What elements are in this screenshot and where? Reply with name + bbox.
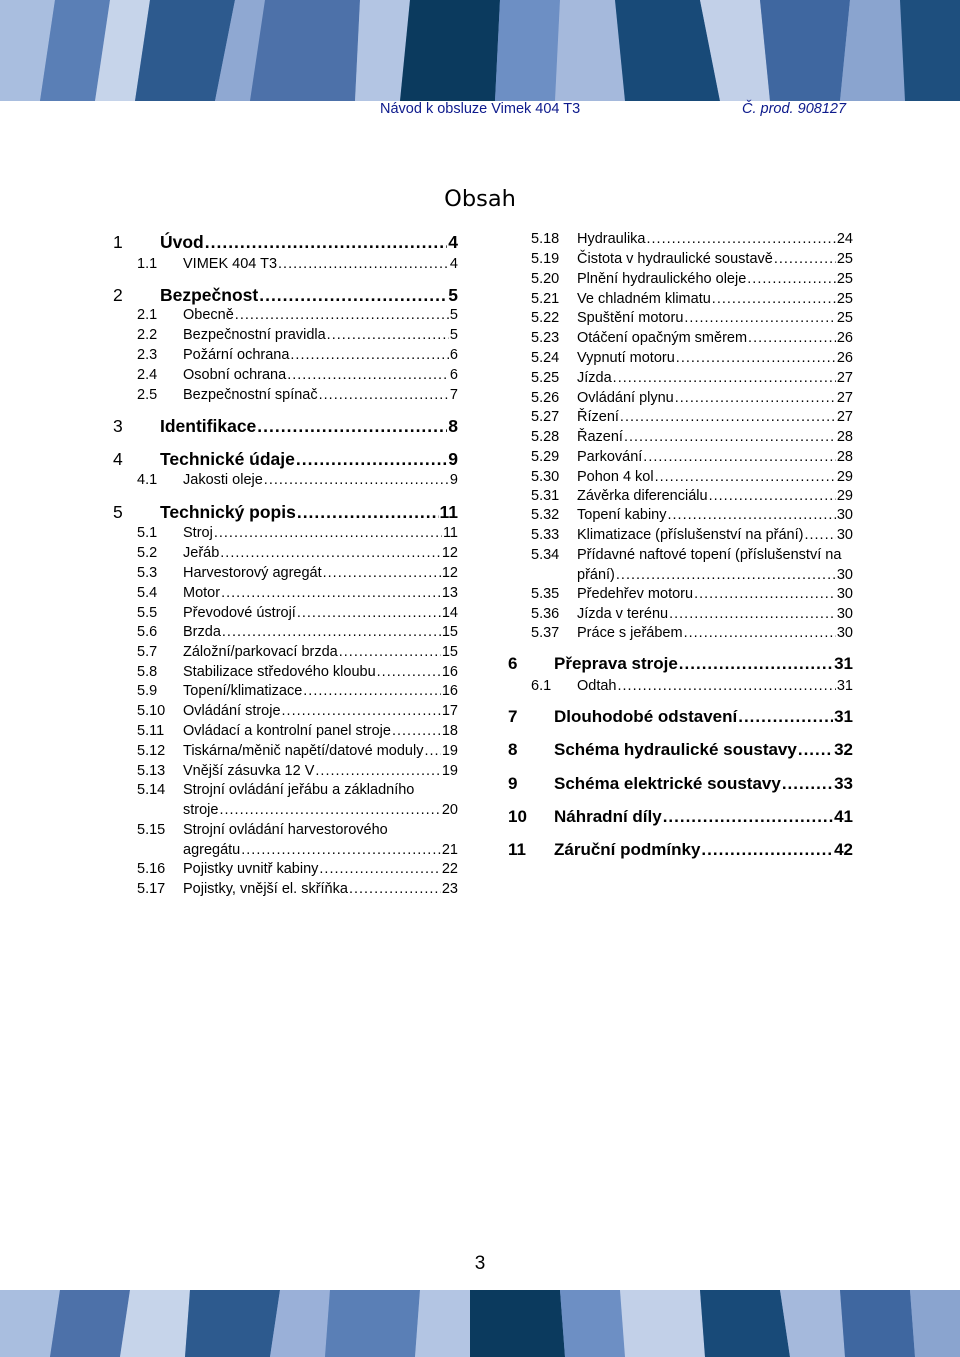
toc-entry-number: 5.13 [137,763,166,779]
toc-leader-dots [669,604,836,624]
toc-entry-page: 14 [441,605,458,621]
toc-entry-title: Dlouhodobé odstavení [554,707,738,726]
product-number [742,101,846,117]
toc-entry-number: 5.11 [137,723,165,739]
toc-entry-title: Bezpečnostní spínač [183,387,318,403]
toc-entry[interactable] [508,652,853,676]
toc-entry-title: Stabilizace středového kloubu [183,664,376,680]
toc-leader-dots [684,308,835,328]
toc-entry-title: Záruční podmínky [554,840,701,859]
toc-entry-title: Vnější zásuvka 12 V [183,763,315,779]
toc-leader-dots [205,230,448,254]
toc-entry-number: 5.29 [531,449,560,465]
toc-entry-title: Čistota v hydraulické soustavě [577,251,773,267]
toc-entry[interactable] [137,543,458,563]
toc-entry-number: 4 [113,449,123,469]
toc-entry-page: 5 [449,327,458,343]
toc-entry-page: 7 [449,387,458,403]
toc-entry[interactable] [137,859,458,879]
toc-entry-number: 5.18 [531,231,560,247]
toc-entry-number: 5.31 [531,488,560,504]
toc-entry-number: 6 [508,654,518,673]
toc-entry-number: 2.1 [137,307,158,323]
toc-entry[interactable] [508,772,853,796]
toc-leader-dots [290,345,449,365]
toc-entry-page: 8 [448,416,458,436]
toc-entry-title: Pohon 4 kol [577,469,654,485]
toc-leader-dots [323,563,441,583]
toc-entry-title: Ovládání stroje [183,703,281,719]
toc-entry-page: 16 [441,683,458,699]
toc-entry-title: Bezpečnost [160,285,259,305]
toc-entry-page: 31 [836,678,853,694]
toc-entry[interactable] [531,584,853,604]
toc-entry-title: Schéma elektrické soustavy [554,774,781,793]
toc-leader-dots [235,305,449,325]
toc-entry-title: Jeřáb [183,545,220,561]
toc-entry-number: 5.16 [137,861,166,877]
toc-entry[interactable] [137,345,458,365]
toc-entry-page: 19 [441,743,458,759]
toc-entry-number: 8 [508,740,518,759]
toc-entry[interactable] [508,838,853,862]
toc-entry-number: 5.19 [531,251,560,267]
toc-leader-dots [643,447,836,467]
toc-entry-title: Řízení [577,409,619,425]
toc-entry-page: 29 [836,488,853,504]
toc-entry-number: 5.14 [137,782,166,798]
toc-entry-title: Identifikace [160,416,257,436]
toc-entry-title: agregátu [183,842,241,858]
toc-entry-title: Topení kabiny [577,507,667,523]
toc-entry-page: 15 [441,644,458,660]
toc-entry-number: 7 [508,707,518,726]
bottom-decorative-band [0,1290,960,1357]
toc-entry-title: Schéma hydraulické soustavy [554,740,797,759]
toc-leader-dots [219,800,440,820]
toc-entry[interactable] [508,705,853,729]
toc-leader-dots [774,249,836,269]
toc-entry-title: Práce s jeřábem [577,625,683,641]
toc-entry-page: 16 [441,664,458,680]
toc-leader-dots [392,721,441,741]
toc-entry-number: 5.37 [531,625,560,641]
toc-leader-dots [319,859,440,879]
toc-entry-title: Pojistky, vnější el. skříňka [183,881,348,897]
toc-leader-dots [319,385,449,405]
toc-entry-page: 19 [441,763,458,779]
toc-entry[interactable] [531,623,853,643]
toc-entry-page: 32 [834,740,853,759]
toc-entry[interactable] [531,676,853,696]
toc-entry-number: 5.3 [137,565,158,581]
toc-entry[interactable] [137,662,458,682]
toc-entry-number: 5.9 [137,683,158,699]
document-title: Návod k obsluze Vimek 404 T3 [380,101,581,117]
toc-entry-title: Pojistky uvnitř kabiny [183,861,319,877]
toc-entry[interactable] [531,505,853,525]
toc-entry[interactable] [137,761,458,781]
toc-entry-page: 28 [836,449,853,465]
toc-entry-title: Otáčení opačným směrem [577,330,748,346]
toc-leader-dots [297,603,441,623]
toc-entry-page: 17 [441,703,458,719]
toc-entry[interactable] [137,820,458,840]
toc-entry-title: Odtah [577,678,617,694]
toc-entry-page: 29 [836,469,853,485]
toc-entry-page: 26 [836,330,853,346]
toc-entry-number: 5.5 [137,605,158,621]
toc-entry-number: 9 [508,774,518,793]
toc-entry-title: Technické údaje [160,449,295,469]
toc-entry-page: 13 [441,585,458,601]
toc-entry-page: 5 [449,307,458,323]
toc-entry-number: 5.20 [531,271,560,287]
toc-entry-number: 5.26 [531,390,560,406]
toc-entry-page: 30 [836,625,853,641]
toc-entry-number: 5.2 [137,545,158,561]
toc-entry[interactable] [531,328,853,348]
toc-entry-page: 27 [836,390,853,406]
toc-entry-title: Řazení [577,429,623,445]
toc-entry-number: 5.12 [137,743,166,759]
toc-entry-title: Ve chladném klimatu [577,291,711,307]
toc-entry-number: 10 [508,807,527,826]
toc-entry-number: 6.1 [531,678,552,694]
toc-leader-dots [747,269,836,289]
toc-leader-dots [709,486,836,506]
toc-leader-dots [748,328,836,348]
toc-leader-dots [287,365,449,385]
toc-entry-title: Přeprava stroje [554,654,678,673]
toc-entry[interactable] [531,604,853,624]
toc-leader-dots [624,427,836,447]
toc-entry[interactable] [531,467,853,487]
toc-entry[interactable] [113,500,458,524]
toc-entry-page: 18 [441,723,458,739]
toc-leader-dots [264,470,449,490]
toc-entry[interactable] [113,283,458,307]
toc-entry[interactable] [137,563,458,583]
toc-entry-page: 30 [836,586,853,602]
toc-title: Obsah [444,186,516,212]
toc-leader-dots [804,525,835,545]
toc-entry-title: Stroj [183,525,213,541]
toc-entry[interactable] [137,741,458,761]
toc-entry[interactable] [137,780,458,800]
toc-entry[interactable] [137,879,458,899]
toc-entry-title: Jízda v terénu [577,606,669,622]
toc-entry-title: Přídavné naftové topení (příslušenství na [577,547,842,563]
toc-entry[interactable] [137,523,458,543]
toc-entry-page: 25 [836,310,853,326]
toc-entry-title: Obecně [183,307,234,323]
toc-entry[interactable] [137,721,458,741]
toc-entry[interactable] [113,447,458,471]
toc-entry-number: 5.4 [137,585,158,601]
toc-leader-dots [282,701,441,721]
toc-entry-number: 5.36 [531,606,560,622]
toc-entry-page: 25 [836,271,853,287]
toc-entry-number: 5.23 [531,330,560,346]
toc-entry-page: 25 [836,251,853,267]
toc-entry-title: Vypnutí motoru [577,350,675,366]
toc-entry-number: 2 [113,285,123,305]
toc-entry-title: Jízda [577,370,612,386]
toc-entry[interactable] [531,407,853,427]
toc-leader-dots [679,652,833,676]
toc-entry-page: 4 [448,232,458,252]
toc-entry[interactable] [531,368,853,388]
toc-leader-dots [303,681,441,701]
toc-entry-number: 5 [113,502,123,522]
toc-entry[interactable] [577,565,853,585]
toc-entry-page: 30 [836,567,853,583]
toc-entry[interactable] [531,388,853,408]
toc-entry-number: 5.7 [137,644,158,660]
toc-entry-page: 25 [836,291,853,307]
toc-entry-number: 3 [113,416,123,436]
toc-entry-number: 5.6 [137,624,158,640]
toc-leader-dots [675,388,836,408]
toc-entry-title: Tiskárna/měnič napětí/datové moduly [183,743,424,759]
toc-entry[interactable] [531,229,853,249]
toc-entry[interactable] [531,308,853,328]
toc-entry-number: 5.17 [137,881,166,897]
toc-leader-dots [327,325,449,345]
toc-entry-title: Motor [183,585,221,601]
toc-leader-dots [377,662,441,682]
toc-leader-dots [214,523,442,543]
toc-entry-page: 4 [449,256,458,272]
toc-entry[interactable] [531,289,853,309]
toc-entry-title: Topení/klimatizace [183,683,303,699]
toc-entry[interactable] [137,603,458,623]
toc-entry-title: Předehřev motoru [577,586,694,602]
toc-entry-number: 5.30 [531,469,560,485]
toc-entry-title: Strojní ovládání harvestorového [183,822,388,838]
toc-entry-title: Náhradní díly [554,807,662,826]
toc-entry-number: 5.35 [531,586,560,602]
toc-leader-dots [257,414,447,438]
toc-entry[interactable] [531,269,853,289]
toc-leader-dots [616,565,836,585]
toc-entry-number: 5.22 [531,310,560,326]
toc-entry[interactable] [137,583,458,603]
toc-leader-dots [349,879,441,899]
toc-entry[interactable] [531,348,853,368]
product-number-prefix: Č. prod. [742,101,794,117]
toc-leader-dots [618,676,836,696]
toc-entry-page: 21 [441,842,458,858]
toc-entry-page: 30 [836,507,853,523]
toc-entry-page: 24 [836,231,853,247]
toc-entry-title: Závěrka diferenciálu [577,488,708,504]
toc-leader-dots [296,447,447,471]
toc-entry[interactable] [137,254,458,274]
toc-entry-page: 9 [448,449,458,469]
toc-entry-number: 5.24 [531,350,560,366]
toc-entry-page: 11 [442,525,458,541]
toc-entry-page: 5 [448,285,458,305]
toc-entry-title: Strojní ovládání jeřábu a základního [183,782,415,798]
toc-entry[interactable] [508,738,853,762]
toc-leader-dots [278,254,449,274]
toc-entry-number: 2.4 [137,367,158,383]
toc-leader-dots [315,761,440,781]
toc-entry-page: 27 [836,409,853,425]
toc-entry-number: 11 [508,840,526,859]
toc-entry-number: 5.32 [531,507,560,523]
toc-entry[interactable] [183,840,458,860]
toc-entry-page: 22 [441,861,458,877]
top-decorative-band [0,0,960,101]
toc-leader-dots [647,229,836,249]
toc-entry[interactable] [531,525,853,545]
toc-entry-title: Převodové ústrojí [183,605,296,621]
toc-leader-dots [798,738,833,762]
toc-entry-page: 31 [834,654,853,673]
toc-entry-number: 5.1 [137,525,158,541]
toc-entry-page: 15 [441,624,458,640]
toc-entry[interactable] [137,325,458,345]
toc-entry-page: 20 [441,802,458,818]
toc-entry-page: 6 [449,347,458,363]
toc-entry-title: Brzda [183,624,221,640]
toc-entry-number: 5.34 [531,547,560,563]
toc-entry[interactable] [137,701,458,721]
toc-entry[interactable] [137,470,458,490]
toc-leader-dots [738,705,833,729]
toc-entry[interactable] [113,414,458,438]
toc-entry-page: 30 [836,606,853,622]
toc-entry-page: 12 [441,565,458,581]
toc-entry[interactable] [531,545,853,565]
toc-entry[interactable] [113,230,458,254]
toc-entry[interactable] [531,427,853,447]
toc-entry[interactable] [531,447,853,467]
toc-leader-dots [297,500,439,524]
toc-entry-title: Úvod [160,232,204,252]
toc-entry[interactable] [531,486,853,506]
toc-entry[interactable] [137,305,458,325]
toc-entry-title: VIMEK 404 T3 [183,256,278,272]
toc-leader-dots [655,467,836,487]
toc-leader-dots [667,505,835,525]
toc-entry-number: 5.25 [531,370,560,386]
toc-entry-title: Plnění hydraulického oleje [577,271,747,287]
toc-leader-dots [663,805,833,829]
toc-leader-dots [676,348,836,368]
toc-entry-number: 2.3 [137,347,158,363]
toc-entry-page: 12 [441,545,458,561]
toc-leader-dots [694,584,836,604]
page-number: 3 [474,1253,486,1274]
toc-leader-dots [782,772,833,796]
toc-entry-title: Klimatizace (příslušenství na přání) [577,527,804,543]
toc-entry-number: 5.27 [531,409,560,425]
toc-leader-dots [701,838,833,862]
toc-entry-page: 28 [836,429,853,445]
toc-entry-title: Bezpečnostní pravidla [183,327,326,343]
toc-entry-title: Parkování [577,449,643,465]
toc-leader-dots [424,741,440,761]
toc-entry-page: 41 [834,807,853,826]
toc-entry[interactable] [137,365,458,385]
toc-entry-page: 33 [834,774,853,793]
toc-leader-dots [613,368,836,388]
toc-entry[interactable] [508,805,853,829]
toc-entry-page: 31 [834,707,853,726]
toc-entry-page: 42 [834,840,853,859]
toc-leader-dots [220,543,441,563]
toc-entry-page: 11 [439,502,458,522]
toc-entry-number: 2.2 [137,327,158,343]
toc-entry-page: 26 [836,350,853,366]
toc-entry-title: Záložní/parkovací brzda [183,644,338,660]
toc-entry-number: 5.10 [137,703,166,719]
toc-leader-dots [222,622,441,642]
toc-entry[interactable] [531,249,853,269]
toc-entry-title: Požární ochrana [183,347,290,363]
toc-entry-number: 1 [113,232,123,252]
toc-entry-page: 30 [836,527,853,543]
toc-entry-title: Harvestorový agregát [183,565,322,581]
toc-entry-number: 5.28 [531,429,560,445]
toc-entry-title: stroje [183,802,219,818]
toc-entry-number: 2.5 [137,387,158,403]
toc-entry[interactable] [137,681,458,701]
toc-entry-title: Hydraulika [577,231,646,247]
toc-entry-number: 5.15 [137,822,166,838]
toc-entry-number: 5.33 [531,527,560,543]
toc-entry-title: Osobní ochrana [183,367,287,383]
toc-entry-number: 5.8 [137,664,158,680]
toc-leader-dots [712,289,836,309]
toc-leader-dots [339,642,441,662]
product-number-value: 908127 [797,101,847,117]
toc-leader-dots [259,283,447,307]
toc-entry-title: Jakosti oleje [183,472,263,488]
toc-entry[interactable] [137,622,458,642]
toc-leader-dots [221,583,441,603]
toc-entry-number: 1.1 [137,256,158,272]
toc-leader-dots [684,623,836,643]
toc-entry-number: 5.21 [531,291,560,307]
toc-entry-page: 9 [449,472,458,488]
toc-entry[interactable] [137,385,458,405]
toc-entry-title: Ovládací a kontrolní panel stroje [183,723,391,739]
toc-entry-title: Ovládání plynu [577,390,674,406]
toc-entry-title: Spuštění motoru [577,310,684,326]
toc-entry-page: 27 [836,370,853,386]
toc-leader-dots [241,840,441,860]
toc-leader-dots [620,407,836,427]
toc-entry-title: přání) [577,567,615,583]
toc-entry-page: 23 [441,881,458,897]
toc-entry-page: 6 [449,367,458,383]
toc-entry[interactable] [137,642,458,662]
toc-entry-title: Technický popis [160,502,296,522]
toc-entry-number: 4.1 [137,472,158,488]
toc-entry[interactable] [183,800,458,820]
